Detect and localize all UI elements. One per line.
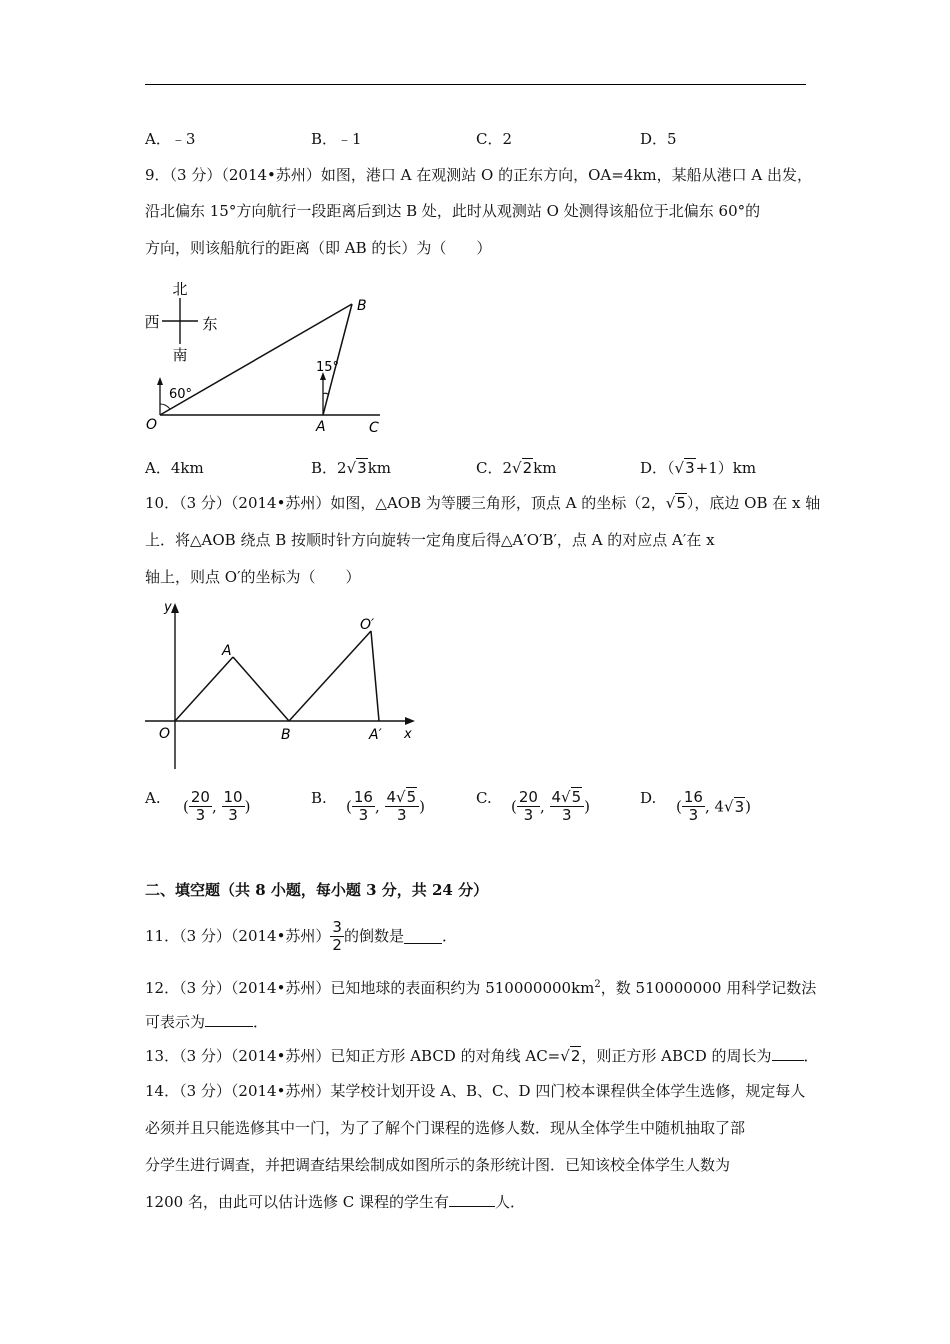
q9-option-c: C．2√2km: [476, 459, 557, 477]
q10-figure: [145, 597, 425, 772]
angle-15-label: 15°: [316, 360, 340, 375]
compass-east: 东: [202, 315, 218, 333]
q10-option-d-value: ( $\frac{16}{3}$ , 4√3): [676, 788, 752, 824]
segment-oa: [175, 657, 233, 721]
q8-option-a: A．﹣3: [145, 130, 196, 148]
q9-line-2: 沿北偏东 15°方向航行一段距离后到达 B 处，此时从观测站 O 处测得该船位于北偏东 60°的: [145, 202, 761, 220]
q11-line: 11．（3 分）（2014•苏州） $\frac{3}{2}$ 的倒数是 ．: [145, 917, 457, 954]
point-o2-label: O′: [360, 617, 375, 633]
compass-south: 南: [172, 346, 188, 364]
section-2-title: 二、填空题（共 8 小题，每小题 3 分，共 24 分）: [145, 881, 489, 899]
top-rule: [145, 84, 806, 85]
q9-option-a: A．4km: [145, 459, 204, 477]
q13-line: 13．（3 分）（2014•苏州）已知正方形 ABCD 的对角线 AC=√2，则正方形 ABCD 的周长为 ．: [145, 1047, 819, 1065]
q10-option-a-value: ( $\frac{20}{3}$ , $\frac{10}{3}$ ): [183, 788, 251, 824]
x-axis-label: x: [404, 727, 412, 742]
segment-bo2: [289, 631, 371, 721]
point-c-label: C: [369, 420, 379, 436]
q8-option-c: C．2: [476, 130, 513, 148]
q10-option-a-label: A.: [145, 789, 161, 807]
q12-line-1: 12．（3 分）（2014•苏州）已知地球的表面积约为 $510000000km^2$，数 510000000 用科学记数法: [145, 979, 817, 997]
q9-line-3: 方向，则该船航行的距离（即 AB 的长）为（ ）: [145, 239, 492, 257]
q13-answer-blank[interactable]: [772, 1046, 804, 1061]
q12-line-2: 可表示为 ．: [145, 1013, 269, 1031]
point-b-label: B: [357, 298, 367, 314]
q14-line-2: 必须并且只能选修其中一门，为了了解个门课程的选修人数．现从全体学生中随机抽取了部: [145, 1119, 746, 1137]
q8-option-d: D．5: [640, 130, 677, 148]
q9-figure: [140, 276, 400, 438]
segment-o2a2: [371, 631, 379, 721]
q10-line-3: 轴上，则点 O′的坐标为（ ）: [145, 568, 361, 586]
q8-option-b: B．﹣1: [311, 130, 362, 148]
q10-option-c-value: ( $\frac{20}{3}$ , $\frac{4√5}{3}$ ): [511, 788, 591, 824]
q10-line-2: 上．将△AOB 绕点 B 按顺时针方向旋转一定角度后得△A′O′B′，点 A 的对应点 A′在 x: [145, 531, 715, 549]
compass-north: 北: [172, 280, 188, 298]
q10-option-d-label: D.: [640, 789, 657, 807]
q10-line-1: 10．（3 分）（2014•苏州）如图，△AOB 为等腰三角形，顶点 A 的坐标（2，√5），底边 OB 在 x 轴: [145, 494, 821, 512]
x-axis-arrowhead: [405, 717, 415, 725]
q14-line-3: 分学生进行调查，并把调查结果绘制成如图所示的条形统计图．已知该校全体学生人数为: [145, 1156, 731, 1174]
q14-line-1: 14．（3 分）（2014•苏州）某学校计划开设 A、B、C、D 四门校本课程供全体学生选修，规定每人: [145, 1082, 806, 1100]
compass-west: 西: [144, 313, 160, 331]
point-a2-label: A′: [369, 727, 382, 743]
q9-line-1: 9．（3 分）（2014•苏州）如图，港口 A 在观测站 O 的正东方向，OA=4km，某船从港口 A 出发，: [145, 166, 813, 184]
y-axis-arrowhead: [171, 603, 179, 613]
q9-option-b: B．2√3km: [311, 459, 392, 477]
point-b-label: B: [281, 727, 291, 743]
q12-answer-blank[interactable]: [205, 1012, 253, 1027]
north-arrowhead-o: [157, 377, 163, 385]
q10-option-c-label: C.: [476, 789, 492, 807]
point-a-label: A: [316, 419, 326, 435]
angle-arc-60: [160, 404, 170, 409]
q14-answer-blank[interactable]: [449, 1192, 495, 1207]
q10-option-b-value: ( $\frac{16}{3}$ , $\frac{4√5}{3}$ ): [346, 788, 426, 824]
angle-60-label: 60°: [169, 387, 193, 402]
q11-answer-blank[interactable]: [404, 929, 442, 944]
y-axis-label: y: [164, 600, 172, 615]
segment-ab: [233, 657, 289, 721]
q10-option-b-label: B.: [311, 789, 327, 807]
point-o-label: O: [146, 417, 158, 433]
q9-option-d: D．（√3+1）km: [640, 459, 757, 477]
q14-line-4: 1200 名，由此可以估计选修 C 课程的学生有 人．: [145, 1193, 525, 1211]
point-o-label: O: [159, 726, 171, 742]
point-a-label: A: [222, 643, 232, 659]
